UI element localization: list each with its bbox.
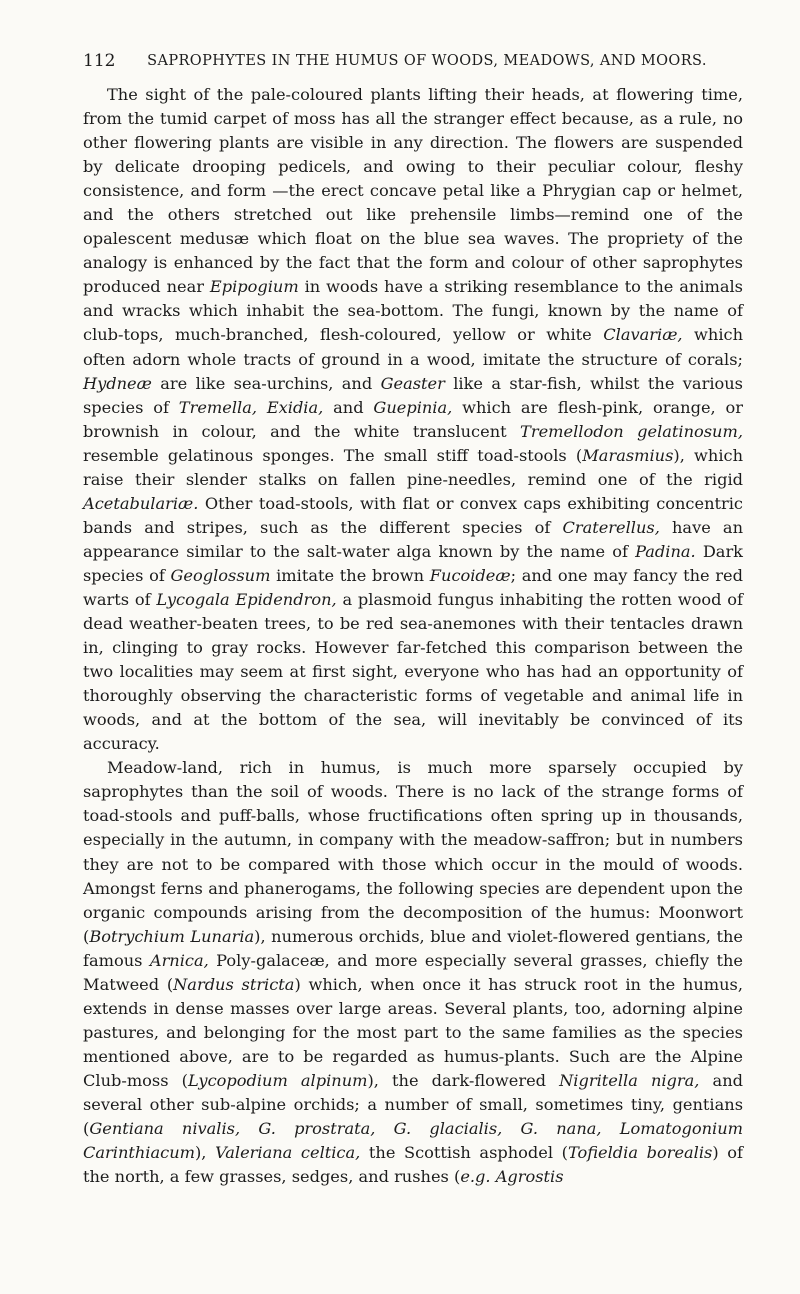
text-run: ), the dark-flowered	[367, 1070, 560, 1090]
text-run: ) which, when once it has struck root in the humus, extends in dense masses over large areas. Several plants, too, adorning alpine pastures, and belonging for the most part to the same families as the species mentioned above, are to be regarded as humus-plants. Such are the Alpine Club-moss (	[83, 974, 743, 1090]
text-run: ), numerous orchids, blue and violet-flowered gentians, the famous	[83, 926, 743, 970]
italic-term: Gentiana nivalis, G. prostrata, G. glacialis, G. nana, Lomatogonium Carinthiacum	[83, 1119, 743, 1163]
text-run: in woods have a striking resemblance to the animals and wracks which inhabit the sea-bottom. The fungi, known by the name of club-tops, much-branched, flesh-coloured, yellow or white	[83, 277, 743, 345]
text-run: ) of the north, a few grasses, sedges, and rushes (	[83, 1143, 743, 1187]
italic-term: Marasmius	[582, 445, 674, 465]
italic-term: e.g. Agrostis	[460, 1167, 564, 1187]
italic-term: Epipogium	[209, 277, 299, 297]
text-run: resemble gelatinous sponges. The small stiff toad-stools (	[83, 445, 583, 465]
italic-term: Valeriana celtica,	[215, 1143, 361, 1163]
text-run: The sight of the pale-coloured plants lifting their heads, at flowering time, from the tumid carpet of moss has all the stranger effect because, as a rule, no other flowering plants are visible in any direction. The flowers are suspended by delicate drooping pedicels, and owing to their peculiar colour, fleshy consistence, and form —the erect concave petal like a Phrygian cap or helmet, and the others stretched out like prehensile limbs—remind one of the opalescent medusæ which float on the blue sea waves. The propriety of the analogy is enhanced by the fact that the form and colour of other saprophytes produced near	[83, 85, 743, 297]
text-run: ), which raise their slender stalks on fallen pine-needles, remind one of the rigid	[83, 445, 743, 489]
text-run: and	[323, 397, 374, 417]
italic-term: Geaster	[380, 373, 445, 393]
italic-term: Arnica,	[149, 950, 209, 970]
italic-term: Lycogala Epidendron,	[156, 589, 337, 609]
text-run: Meadow-land, rich in humus, is much more sparsely occupied by saprophytes than the soil of woods. There is no lack of the strange forms of toad-stools and puff-balls, whose fructifications often spring up in thousands, especially in the autumn, in company with the meadow-saffron; but in numbers they are not to be compared with those which occur in the mould of woods. Amongst ferns and phanerogams, the following species are dependent upon the organic compounds arising from the decomposition of the humus: Moonwort (	[83, 758, 743, 946]
text-run: ; and one may fancy the red warts of	[83, 565, 743, 609]
text-run: imitate the brown	[270, 565, 430, 585]
italic-term: Botrychium Lunaria	[89, 926, 255, 946]
italic-term: Padina.	[635, 541, 696, 561]
italic-term: Clavariæ,	[603, 325, 683, 345]
text-run: Other toad-stools, with flat or convex caps exhibiting concentric bands and stripes, such as the different species of	[83, 493, 743, 537]
running-title: SAPROPHYTES IN THE HUMUS OF WOODS, MEADOWS, AND MOORS.	[147, 53, 707, 69]
italic-term: Fucoideæ	[429, 565, 511, 585]
text-run: which often adorn whole tracts of ground in a wood, imitate the structure of corals;	[83, 325, 743, 369]
italic-term: Acetabulariæ.	[83, 493, 199, 513]
text-run: ),	[194, 1143, 216, 1163]
text-run: Dark species of	[83, 541, 743, 585]
italic-term: Lycopodium alpinum	[187, 1070, 368, 1090]
text-run: which are flesh-pink, orange, or brownish in colour, and the white translucent	[83, 397, 743, 441]
paragraph	[83, 756, 743, 1189]
italic-term: Nardus stricta	[173, 974, 295, 994]
text-run: like a star-fish, whilst the various species of	[83, 373, 743, 417]
paragraph	[83, 83, 743, 756]
text-run: and several other sub-alpine orchids; a number of small, sometimes tiny, gentians (	[83, 1070, 743, 1139]
italic-term: Tofieldia borealis	[567, 1143, 713, 1163]
italic-term: Nigritella nigra,	[559, 1070, 700, 1090]
italic-term: Tremellodon gelatinosum,	[520, 421, 743, 441]
italic-term: Geoglossum	[170, 565, 271, 585]
italic-term: Guepinia,	[373, 397, 453, 417]
text-run: a plasmoid fungus inhabiting the rotten wood of dead weather-beaten trees, to be red sea-anemones with their tentacles drawn in, clinging to gray rocks. However far-fetched this comparison between the two localities may seem at first sight, everyone who has had an opportunity of thoroughly observing the characteristic forms of vegetable and animal life in woods, and at the bottom of the sea, will inevitably be convinced of its accuracy.	[83, 589, 743, 754]
text-run: have an appearance similar to the salt-water alga known by the name of	[83, 517, 743, 561]
page-number: 112	[83, 51, 116, 71]
body-text	[83, 83, 743, 1189]
italic-term: Tremella, Exidia,	[178, 397, 324, 417]
italic-term: Hydneæ	[83, 373, 152, 393]
italic-term: Craterellus,	[562, 517, 660, 537]
text-run: Poly-galaceæ, and more especially several grasses, chiefly the Matweed (	[83, 950, 743, 994]
running-head	[83, 49, 743, 73]
text-run: the Scottish asphodel (	[360, 1143, 568, 1163]
text-run: are like sea-urchins, and	[151, 373, 381, 393]
